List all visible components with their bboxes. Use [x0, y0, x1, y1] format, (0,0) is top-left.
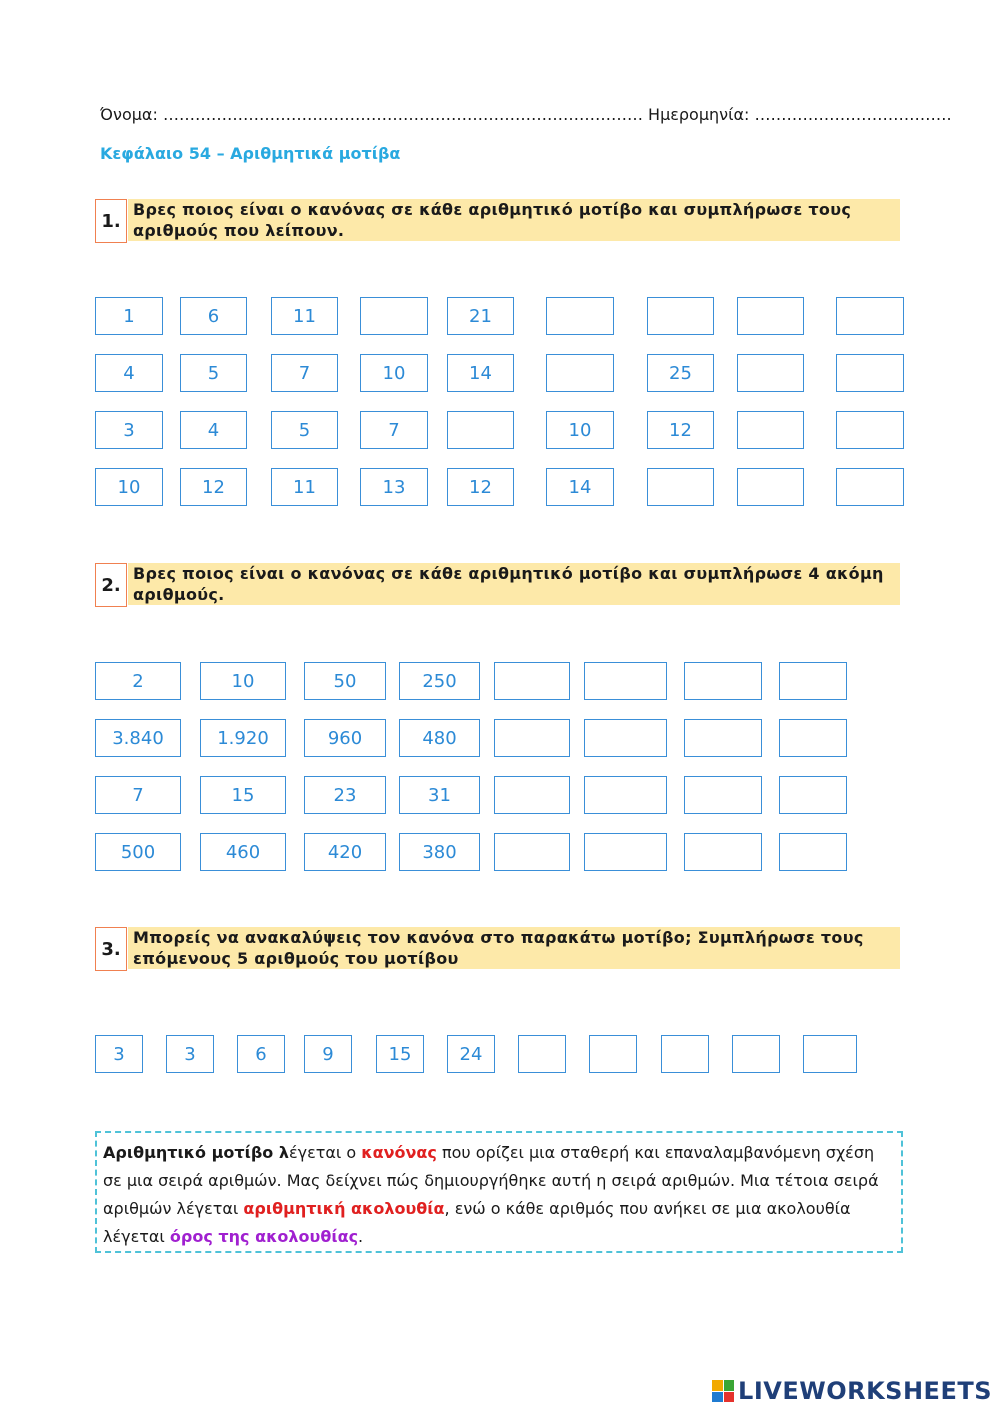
given-number-box: 10 — [360, 354, 428, 392]
given-number-box: 12 — [447, 468, 514, 506]
exercise-2-number: 2. — [95, 563, 127, 607]
given-number-box: 11 — [271, 297, 338, 335]
name-label: Όνομα: — [100, 105, 158, 124]
answer-input-box[interactable] — [494, 662, 570, 700]
exercise-2-instruction: Βρες ποιος είναι ο κανόνας σε κάθε αριθμητικό μοτίβο και συμπλήρωσε 4 ακόμη αριθμούς. — [128, 563, 900, 605]
given-number-box: 10 — [95, 468, 163, 506]
given-number-box: 480 — [399, 719, 480, 757]
given-number-box: 13 — [360, 468, 428, 506]
answer-input-box[interactable] — [584, 719, 667, 757]
answer-input-box[interactable] — [684, 833, 762, 871]
name-date-line — [100, 105, 952, 124]
given-number-box: 3 — [166, 1035, 214, 1073]
given-number-box: 24 — [447, 1035, 495, 1073]
date-dots[interactable]: ………………………………. — [754, 105, 952, 124]
given-number-box: 11 — [271, 468, 338, 506]
answer-input-box[interactable] — [732, 1035, 780, 1073]
given-number-box: 3.840 — [95, 719, 181, 757]
given-number-box: 420 — [304, 833, 386, 871]
answer-input-box[interactable] — [494, 776, 570, 814]
given-number-box: 7 — [360, 411, 428, 449]
exercise-3-number: 3. — [95, 927, 127, 971]
given-number-box: 3 — [95, 411, 163, 449]
answer-input-box[interactable] — [661, 1035, 709, 1073]
logo-text: LIVEWORKSHEETS — [738, 1377, 992, 1405]
answer-input-box[interactable] — [684, 662, 762, 700]
answer-input-box[interactable] — [737, 468, 804, 506]
given-number-box: 21 — [447, 297, 514, 335]
chapter-title: Κεφάλαιο 54 – Αριθμητικά μοτίβα — [100, 144, 401, 163]
given-number-box: 2 — [95, 662, 181, 700]
exercise-1-number: 1. — [95, 199, 127, 243]
given-number-box: 3 — [95, 1035, 143, 1073]
given-number-box: 1.920 — [200, 719, 286, 757]
given-number-box: 380 — [399, 833, 480, 871]
answer-input-box[interactable] — [360, 297, 428, 335]
definition-text-2: που ορίζει μια σταθερή και επαναλαμβανόμενη σχέση σε μια σειρά αριθμών. Μας δείχνει πώς δημιουργήθηκε αυτή η σειρά αριθμών. Μια τέτοια σειρά αριθμών λέγεται — [103, 1143, 879, 1218]
given-number-box: 460 — [200, 833, 286, 871]
definition-box — [95, 1131, 903, 1253]
exercise-3-instruction: Μπορείς να ανακαλύψεις τον κανόνα στο παρακάτω μοτίβο; Συμπλήρωσε τους επόμενους 5 αριθμούς του μοτίβου — [128, 927, 900, 969]
answer-input-box[interactable] — [836, 411, 904, 449]
given-number-box: 4 — [95, 354, 163, 392]
answer-input-box[interactable] — [803, 1035, 857, 1073]
given-number-box: 23 — [304, 776, 386, 814]
given-number-box: 1 — [95, 297, 163, 335]
definition-text-1: έγεται ο — [288, 1143, 362, 1162]
answer-input-box[interactable] — [836, 468, 904, 506]
term-arithmetic-pattern: Αριθμητικό μοτίβο λ — [103, 1143, 289, 1162]
answer-input-box[interactable] — [779, 776, 847, 814]
answer-input-box[interactable] — [836, 297, 904, 335]
answer-input-box[interactable] — [737, 297, 804, 335]
term-rule: κανόνας — [361, 1143, 437, 1162]
given-number-box: 5 — [180, 354, 247, 392]
exercise-1-instruction: Βρες ποιος είναι ο κανόνας σε κάθε αριθμητικό μοτίβο και συμπλήρωσε τους αριθμούς που λείπουν. — [128, 199, 900, 241]
answer-input-box[interactable] — [647, 297, 714, 335]
answer-input-box[interactable] — [779, 662, 847, 700]
date-label: Ημερομηνία: — [648, 105, 750, 124]
given-number-box: 10 — [546, 411, 614, 449]
answer-input-box[interactable] — [836, 354, 904, 392]
given-number-box: 12 — [180, 468, 247, 506]
answer-input-box[interactable] — [589, 1035, 637, 1073]
given-number-box: 4 — [180, 411, 247, 449]
given-number-box: 50 — [304, 662, 386, 700]
answer-input-box[interactable] — [584, 833, 667, 871]
logo-mark-icon — [712, 1380, 734, 1402]
given-number-box: 500 — [95, 833, 181, 871]
liveworksheets-logo — [712, 1377, 992, 1405]
answer-input-box[interactable] — [584, 662, 667, 700]
answer-input-box[interactable] — [494, 719, 570, 757]
given-number-box: 9 — [304, 1035, 352, 1073]
given-number-box: 14 — [546, 468, 614, 506]
definition-text-3: , ενώ ο κάθε αριθμός που ανήκει σε μια ακολουθία λέγεται — [103, 1199, 851, 1246]
given-number-box: 960 — [304, 719, 386, 757]
given-number-box: 6 — [237, 1035, 285, 1073]
answer-input-box[interactable] — [546, 354, 614, 392]
term-sequence-term: όρος της ακολουθίας — [169, 1227, 359, 1246]
name-dots[interactable]: ……………………………………………………………………………… — [162, 105, 643, 124]
term-arithmetic-sequence: αριθμητική ακολουθία — [243, 1199, 445, 1218]
answer-input-box[interactable] — [546, 297, 614, 335]
answer-input-box[interactable] — [647, 468, 714, 506]
answer-input-box[interactable] — [584, 776, 667, 814]
given-number-box: 25 — [647, 354, 714, 392]
answer-input-box[interactable] — [447, 411, 514, 449]
given-number-box: 14 — [447, 354, 514, 392]
given-number-box: 7 — [95, 776, 181, 814]
given-number-box: 15 — [376, 1035, 424, 1073]
answer-input-box[interactable] — [737, 354, 804, 392]
given-number-box: 12 — [647, 411, 714, 449]
answer-input-box[interactable] — [779, 719, 847, 757]
given-number-box: 5 — [271, 411, 338, 449]
definition-text-4: . — [358, 1227, 364, 1246]
answer-input-box[interactable] — [737, 411, 804, 449]
answer-input-box[interactable] — [684, 776, 762, 814]
given-number-box: 6 — [180, 297, 247, 335]
given-number-box: 10 — [200, 662, 286, 700]
given-number-box: 7 — [271, 354, 338, 392]
given-number-box: 250 — [399, 662, 480, 700]
answer-input-box[interactable] — [779, 833, 847, 871]
answer-input-box[interactable] — [518, 1035, 566, 1073]
answer-input-box[interactable] — [684, 719, 762, 757]
given-number-box: 31 — [399, 776, 480, 814]
given-number-box: 15 — [200, 776, 286, 814]
answer-input-box[interactable] — [494, 833, 570, 871]
